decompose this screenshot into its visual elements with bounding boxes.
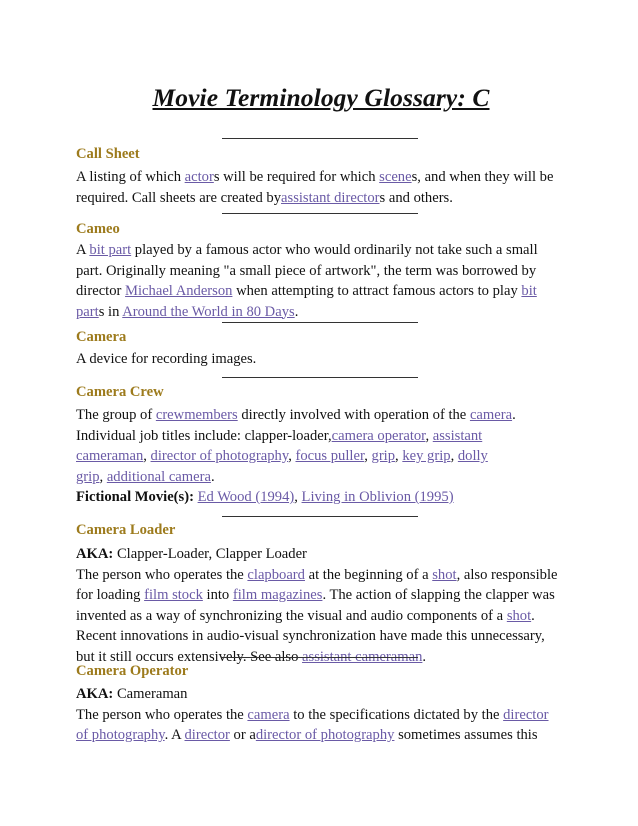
text: for loading: [76, 587, 145, 603]
definition-camera-loader: [76, 544, 566, 667]
link-additional-camera[interactable]: additional camera: [106, 468, 211, 485]
link-director-of-photography[interactable]: director of photography: [150, 448, 289, 464]
text: ,: [364, 448, 372, 464]
aka-value: Clapper-Loader, Clapper Loader: [113, 546, 307, 562]
fictional-movies-line: [76, 487, 566, 508]
term-camera-crew: Camera Crew: [76, 384, 164, 400]
link-focus-puller[interactable]: focus puller: [295, 448, 365, 464]
text: Individual job titles include: clapper-loader,: [76, 427, 332, 444]
text: s, and when they will be: [411, 169, 554, 185]
text: The person who operates the: [76, 706, 248, 723]
text: director: [76, 283, 126, 299]
separator-line: [222, 138, 418, 139]
link-michael-anderson[interactable]: Michael Anderson: [125, 283, 233, 299]
link-bit[interactable]: bit: [521, 283, 537, 299]
definition-camera-operator: [76, 684, 566, 746]
definition-line: [76, 302, 566, 323]
definition-call-sheet: [76, 167, 566, 208]
text: invented as a way of synchronizing the visual and audio components of a: [76, 607, 507, 624]
text: required. Call sheets are created by: [76, 189, 282, 206]
definition-line: [76, 446, 566, 467]
link-grip[interactable]: grip: [371, 448, 396, 464]
definition-line: [76, 565, 566, 586]
text: . A: [164, 727, 185, 743]
separator-line: [222, 516, 418, 517]
definition-camera: [76, 349, 566, 370]
definition-line: Recent innovations in audio-visual synchronization have made this unnecessary,: [76, 628, 545, 644]
aka-line: [76, 684, 566, 705]
definition-line: A device for recording images.: [76, 351, 257, 367]
separator-line: [222, 322, 418, 323]
text: to the specifications dictated by the: [289, 706, 504, 723]
text: .: [512, 407, 516, 423]
text: . The action of slapping the clapper was: [322, 587, 555, 603]
text: at the beginning of a: [304, 566, 433, 583]
link-film-magazines[interactable]: film magazines: [232, 587, 323, 603]
link-assistant-director[interactable]: assistant director: [281, 189, 380, 206]
definition-line: part. Originally meaning "a small piece of artwork", the term was borrowed by: [76, 262, 537, 279]
definition-line: [76, 188, 566, 209]
fictional-movies-label: Fictional Movie(s):: [76, 489, 194, 505]
link-film-stock[interactable]: film stock: [144, 587, 203, 603]
text: A: [76, 242, 90, 258]
definition-line: [76, 606, 566, 627]
text: .: [422, 648, 427, 665]
link-actor[interactable]: actor: [184, 169, 214, 185]
definition-line: [76, 167, 566, 188]
link-assistant[interactable]: assistant: [432, 427, 483, 444]
link-crewmembers[interactable]: crewmembers: [155, 407, 238, 423]
link-dolly[interactable]: dolly: [457, 448, 488, 464]
aka-value: Cameraman: [113, 686, 188, 702]
text: .: [294, 303, 299, 320]
definition-line: [76, 725, 566, 746]
link-camera[interactable]: camera: [469, 407, 513, 423]
text: directly involved with operation of the: [237, 407, 470, 423]
text: .: [210, 468, 215, 485]
link-director-of-photography[interactable]: director: [503, 706, 549, 723]
link-director-of-photography[interactable]: director of photography: [255, 727, 395, 743]
text: A listing of which: [76, 169, 185, 185]
text: into: [202, 587, 233, 603]
text: ,: [294, 489, 302, 505]
text: ,: [288, 448, 296, 464]
text: s and others.: [379, 189, 453, 206]
link-director-of-photography[interactable]: of photography: [76, 727, 165, 743]
text: s will be required for which: [213, 169, 380, 185]
link-clapboard[interactable]: clapboard: [247, 566, 305, 583]
separator-line: [222, 213, 418, 214]
link-bit-part[interactable]: bit part: [89, 242, 132, 258]
definition-line: [76, 426, 566, 447]
definition-cameo: [76, 240, 566, 322]
definition-line: [76, 705, 566, 726]
link-part[interactable]: part: [76, 303, 99, 320]
term-camera-operator: Camera Operator: [76, 663, 189, 679]
link-assistant-cameraman[interactable]: assistant cameraman: [302, 648, 423, 665]
term-camera-loader: Camera Loader: [76, 522, 176, 538]
definition-line: [76, 467, 566, 488]
link-living-in-oblivion[interactable]: Living in Oblivion (1995): [301, 489, 454, 505]
page-title: Movie Terminology Glossary: C: [152, 83, 490, 112]
text: ,: [99, 468, 107, 485]
definition-camera-crew: [76, 405, 566, 508]
aka-label: AKA:: [76, 686, 114, 702]
text: ,: [425, 427, 433, 444]
text: played by a famous actor who would ordinarily not take such a small: [131, 242, 538, 258]
separator-line: [222, 377, 418, 378]
link-camera[interactable]: camera: [247, 706, 290, 723]
term-camera: Camera: [76, 329, 127, 345]
link-scene[interactable]: scene: [379, 169, 412, 185]
text: The person who operates the: [76, 566, 248, 583]
link-ed-wood[interactable]: Ed Wood (1994): [197, 489, 295, 505]
term-call-sheet: Call Sheet: [76, 146, 140, 162]
link-key-grip[interactable]: key grip: [402, 448, 451, 464]
text: , also responsible: [456, 566, 558, 583]
text: but it still occurs extensively. See also: [76, 648, 303, 665]
text: when attempting to attract famous actors to play: [232, 283, 522, 299]
link-around-the-world[interactable]: Around the World in 80 Days: [122, 303, 295, 320]
text: or a: [229, 727, 256, 743]
definition-line: [76, 405, 566, 426]
definition-line: [76, 585, 566, 606]
link-dolly-grip[interactable]: grip: [76, 468, 100, 485]
link-shot[interactable]: shot: [506, 607, 532, 624]
text: ,: [450, 448, 458, 464]
text: The group of: [76, 407, 156, 423]
link-shot[interactable]: shot: [432, 566, 457, 583]
term-cameo: Cameo: [76, 221, 120, 237]
aka-line: [76, 544, 566, 565]
text: .: [531, 607, 535, 624]
text: ,: [395, 448, 403, 464]
link-director[interactable]: director: [184, 727, 230, 743]
text: s in: [98, 303, 123, 320]
separator-line: [222, 657, 418, 658]
aka-label: AKA:: [76, 546, 114, 562]
definition-line: [76, 281, 566, 302]
text: ,: [143, 448, 151, 464]
definition-line: [76, 240, 566, 261]
link-cameraman[interactable]: cameraman: [76, 448, 144, 464]
text: sometimes assumes this: [394, 727, 538, 743]
link-camera-operator[interactable]: camera operator: [331, 427, 426, 444]
